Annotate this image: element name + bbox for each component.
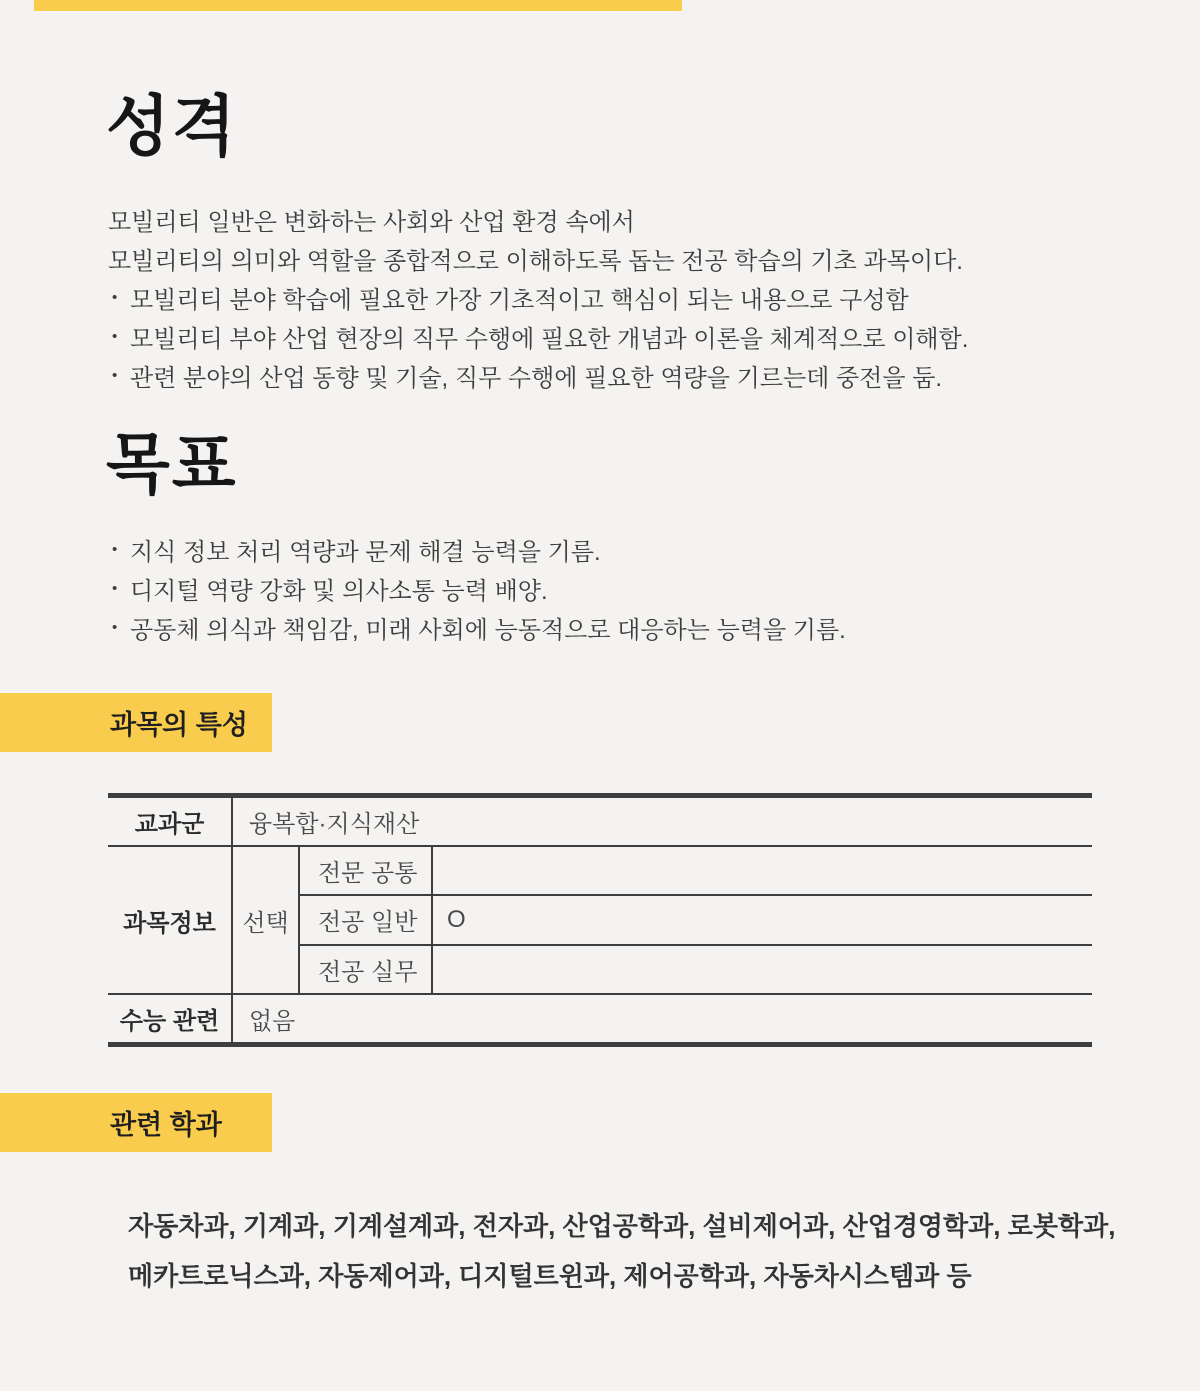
goals-bullet-text: 디지털 역량 강화 및 의사소통 능력 배양.: [130, 578, 548, 605]
goals-bullet-text: 지식 정보 처리 역량과 문제 해결 능력을 기름.: [130, 539, 601, 566]
department-line: 자동차과, 기계과, 기계설계과, 전자과, 산업공학과, 설비제어과, 산업경영학과, 로봇학과,: [128, 1210, 1116, 1241]
bullet-icon: •: [112, 328, 118, 345]
related-departments-list: [128, 1199, 1128, 1299]
section-band-related-departments: 관련 학과: [0, 1093, 272, 1152]
subrow-value: O: [447, 905, 466, 933]
character-bullet-text: 모빌리티 분야 학습에 필요한 가장 기초적이고 핵심이 되는 내용으로 구성함: [130, 287, 909, 314]
character-line: 모빌리티의 의미와 역할을 종합적으로 이해하도록 돕는 전공 학습의 기초 과목이다.: [108, 248, 963, 275]
goals-bullet: [108, 530, 1118, 569]
course-info-label: 과목정보: [108, 847, 233, 993]
goals-bullet-text: 공동체 의식과 책임감, 미래 사회에 능동적으로 대응하는 능력을 기름.: [130, 617, 846, 644]
csat-value: 없음: [249, 1008, 296, 1035]
table-subrow-major-common: [300, 847, 1092, 896]
section-heading-goals: 목표: [106, 427, 238, 501]
goals-text-block: [108, 530, 1118, 647]
subrow-value: [433, 847, 1092, 894]
subrow-label: 전공 일반: [300, 896, 433, 943]
bullet-icon: •: [112, 289, 118, 306]
goals-bullet: [108, 608, 1118, 647]
bullet-icon: •: [112, 367, 118, 384]
bullet-icon: •: [112, 580, 118, 597]
table-row-course-info: [108, 847, 1092, 995]
course-info-subrows: [300, 847, 1092, 993]
top-yellow-strip: [34, 0, 682, 11]
bullet-icon: •: [112, 541, 118, 558]
character-line: 모빌리티 일반은 변화하는 사회와 산업 환경 속에서: [108, 209, 635, 236]
table-row-subject-group: [108, 798, 1092, 847]
character-bullet-text: 관련 분야의 산업 동향 및 기술, 직무 수행에 필요한 역량을 기르는데 중전을 둠.: [130, 365, 943, 392]
bullet-icon: •: [112, 619, 118, 636]
csat-label: 수능 관련: [108, 995, 233, 1042]
character-bullet-text: 모빌리티 부야 산업 현장의 직무 수행에 필요한 개념과 이론을 체계적으로 이해함.: [130, 326, 969, 353]
section-heading-character: 성격: [106, 89, 238, 163]
goals-bullet: [108, 569, 1118, 608]
subrow-label: 전문 공통: [300, 847, 433, 894]
course-info-table: [108, 793, 1092, 1047]
subject-group-value: 융복합·지식재산: [249, 811, 420, 838]
table-subrow-major-general: [300, 896, 1092, 945]
section-band-course-traits: 과목의 특성: [0, 693, 272, 752]
subrow-value: [433, 946, 1092, 993]
character-bullet: [108, 356, 1118, 395]
subject-group-label: 교과군: [108, 798, 233, 845]
course-info-selection: 선택: [233, 847, 300, 993]
table-subrow-major-practical: [300, 946, 1092, 993]
subrow-label: 전공 실무: [300, 946, 433, 993]
character-text-block: [108, 200, 1118, 395]
department-line: 메카트로닉스과, 자동제어과, 디지털트윈과, 제어공학과, 자동차시스템과 등: [128, 1260, 972, 1291]
character-bullet: [108, 317, 1118, 356]
table-row-csat: [108, 995, 1092, 1042]
character-bullet: [108, 278, 1118, 317]
